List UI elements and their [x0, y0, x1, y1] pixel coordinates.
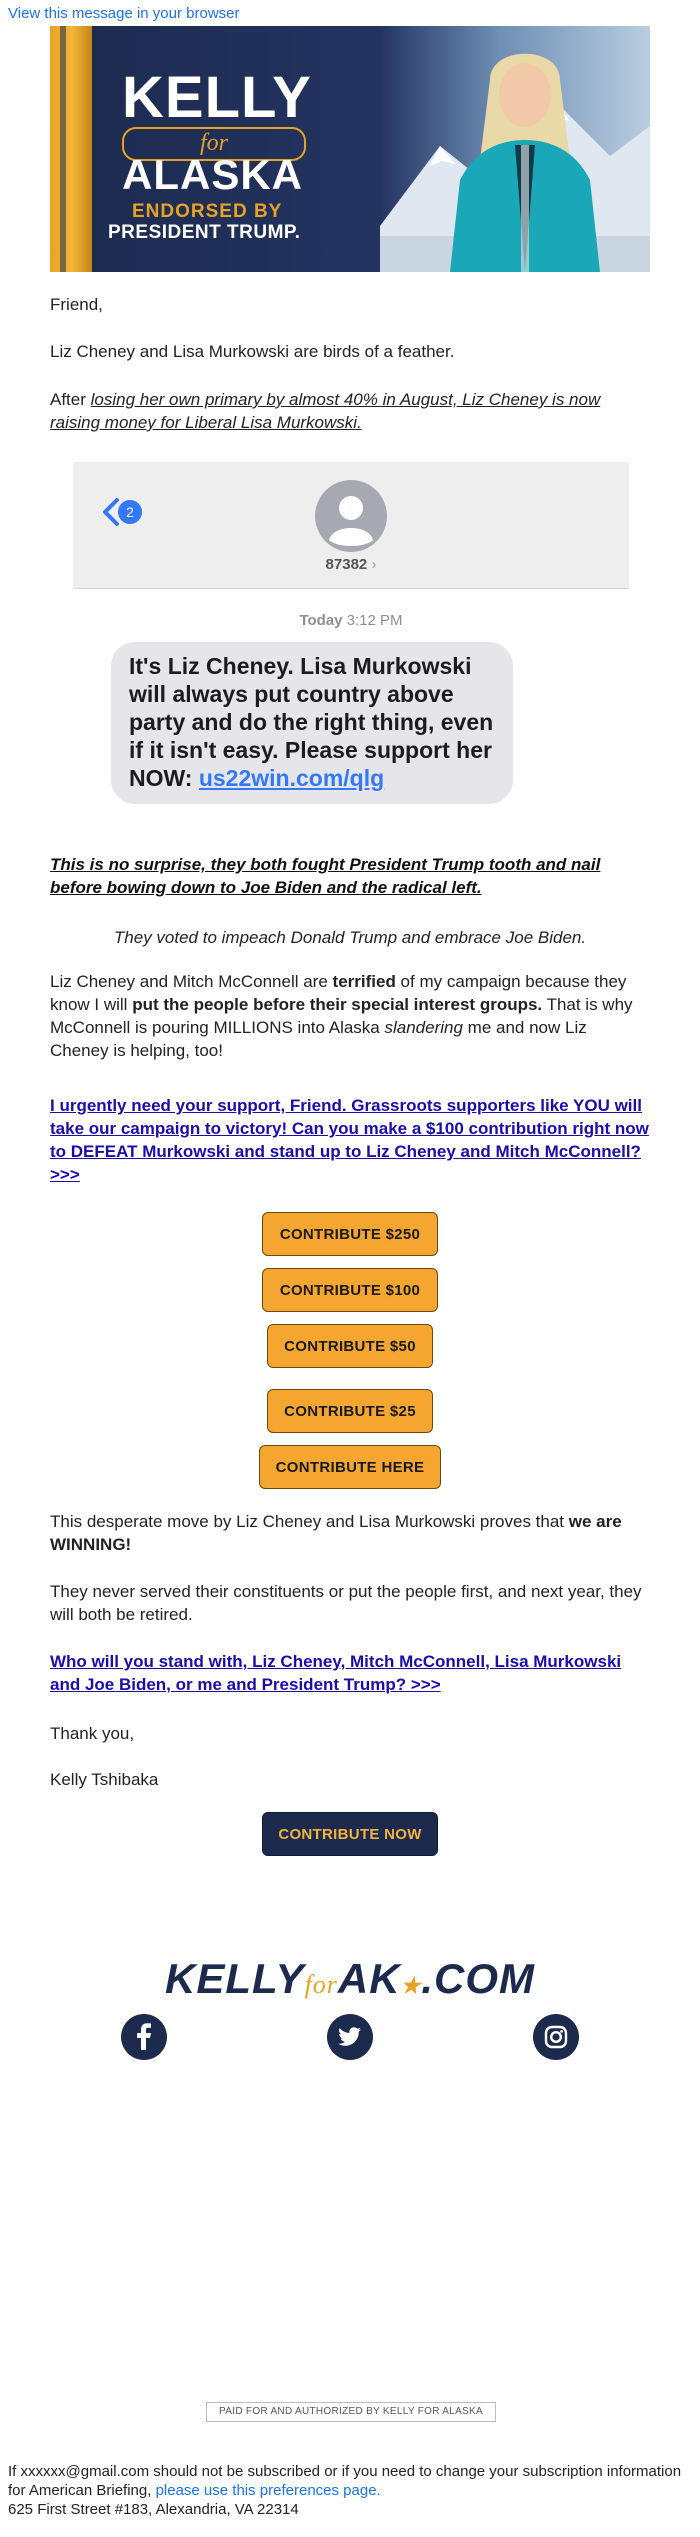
terrified-a: Liz Cheney and Mitch McConnell are — [50, 972, 333, 991]
bold-italic-statement: This is no surprise, they both fought President Trump tooth and nail before bowing down to Joe Biden and the radical left. — [50, 855, 601, 897]
winning-b: we are WINNING! — [50, 1512, 622, 1554]
stand-with-link[interactable]: Who will you stand with, Liz Cheney, Mitch McConnell, Lisa Murkowski and Joe Biden, or me and President Trump? >>> — [50, 1652, 622, 1694]
facebook-icon[interactable] — [121, 2014, 167, 2060]
contribute-50-button[interactable]: CONTRIBUTE $50 — [267, 1324, 433, 1368]
terrified-e: That is why McConnell is pouring MILLIONS into Alaska — [50, 995, 633, 1037]
contribute-now-button[interactable]: CONTRIBUTE NOW — [262, 1812, 438, 1856]
banner-trump-line: PRESIDENT TRUMP. — [108, 222, 301, 243]
paragraph-retired: They never served their constituents or put the people first, and next year, they will both be retired. — [50, 1582, 642, 1624]
sender-chevron-icon: › — [371, 556, 377, 573]
terrified-f: slandering — [384, 1018, 463, 1037]
signature: Kelly Tshibaka — [50, 1770, 159, 1789]
unread-badge: 2 — [118, 500, 142, 524]
terrified-c: of my campaign because they know I will — [50, 972, 627, 1014]
footer-logo-kelly: KELLY — [165, 1955, 305, 2002]
terrified-g: me and now Liz Cheney is helping, too! — [50, 1018, 587, 1060]
sms-message-text: It's Liz Cheney. Lisa Murkowski will always put country above party and do the right thing, even if it isn't easy. Please support her NOW: — [129, 653, 494, 791]
contact-avatar-icon — [315, 480, 387, 552]
banner-title-kelly: KELLY — [122, 65, 312, 130]
thanks: Thank you, — [50, 1724, 135, 1743]
paragraph-winning — [50, 1510, 650, 1556]
banner-title-alaska: ALASKA — [122, 151, 303, 198]
footer-logo-ak: AK — [337, 1955, 401, 2002]
sms-timestamp — [73, 612, 629, 629]
candidate-photo — [420, 40, 630, 272]
instagram-icon[interactable] — [533, 2014, 579, 2060]
unsubscribe-text: If xxxxxx@gmail.com should not be subscribed or if you need to change your subscription information for American Briefing, — [8, 2463, 682, 2499]
impeach-statement: They voted to impeach Donald Trump and embrace Joe Biden. — [113, 928, 587, 947]
banner-for-text: for — [199, 130, 228, 156]
campaign-banner — [50, 26, 650, 272]
star-icon: ★ — [400, 1973, 422, 1998]
contribute-250-button[interactable]: CONTRIBUTE $250 — [262, 1212, 438, 1256]
sms-sender-number: 87382 — [325, 556, 368, 573]
contribute-here-button[interactable]: CONTRIBUTE HERE — [259, 1445, 441, 1489]
paid-for-disclaimer: PAID FOR AND AUTHORIZED BY KELLY FOR ALASKA — [206, 2402, 496, 2422]
contribute-25-button[interactable]: CONTRIBUTE $25 — [267, 1389, 433, 1433]
contribute-100-button[interactable]: CONTRIBUTE $100 — [262, 1268, 438, 1312]
appeal-link[interactable]: I urgently need your support, Friend. Grassroots supporters like YOU will take our campaign to victory! Can you make a $100 contribution right now to DEFEAT Murkowski and stand up to Liz Cheney and Mitch McConnell? >>> — [50, 1096, 649, 1184]
sms-sender — [73, 556, 629, 573]
sms-time-clock: 3:12 PM — [346, 612, 403, 629]
paragraph-primary-prefix: After — [50, 390, 91, 409]
mailing-address: 625 First Street #183, Alexandria, VA 22314 — [8, 2501, 299, 2518]
footer-logo-tld: .COM — [421, 1955, 535, 2002]
sms-screenshot — [73, 462, 629, 802]
paragraph-birds: Liz Cheney and Lisa Murkowski are birds of a feather. — [50, 342, 455, 361]
twitter-icon[interactable] — [327, 2014, 373, 2060]
sms-bubble — [111, 642, 513, 804]
footer-logo[interactable] — [0, 1955, 700, 2003]
terrified-d: put the people before their special interest groups. — [132, 995, 543, 1014]
preferences-link[interactable]: please use this preferences page. — [155, 2482, 381, 2499]
sms-message-link[interactable]: us22win.com/qlg — [198, 765, 385, 791]
sms-time-day: Today — [299, 612, 343, 629]
winning-a: This desperate move by Liz Cheney and Lisa Murkowski proves that — [50, 1512, 569, 1531]
view-in-browser-link[interactable]: View this message in your browser — [8, 5, 240, 22]
primary-link[interactable]: losing her own primary by almost 40% in August, Liz Cheney is now raising money for Liberal Lisa Murkowski. — [50, 390, 601, 432]
banner-endorsed-line: ENDORSED BY — [132, 201, 283, 222]
footer-logo-for: for — [304, 1970, 338, 1999]
terrified-b: terrified — [332, 972, 396, 991]
banner-stripe — [50, 26, 92, 272]
paragraph-terrified — [50, 970, 650, 1062]
greeting: Friend, — [50, 295, 103, 314]
banner-stripe-accent — [60, 26, 66, 272]
paragraph-primary — [50, 388, 650, 434]
sms-header — [73, 462, 629, 589]
subscription-footer — [8, 2462, 688, 2519]
